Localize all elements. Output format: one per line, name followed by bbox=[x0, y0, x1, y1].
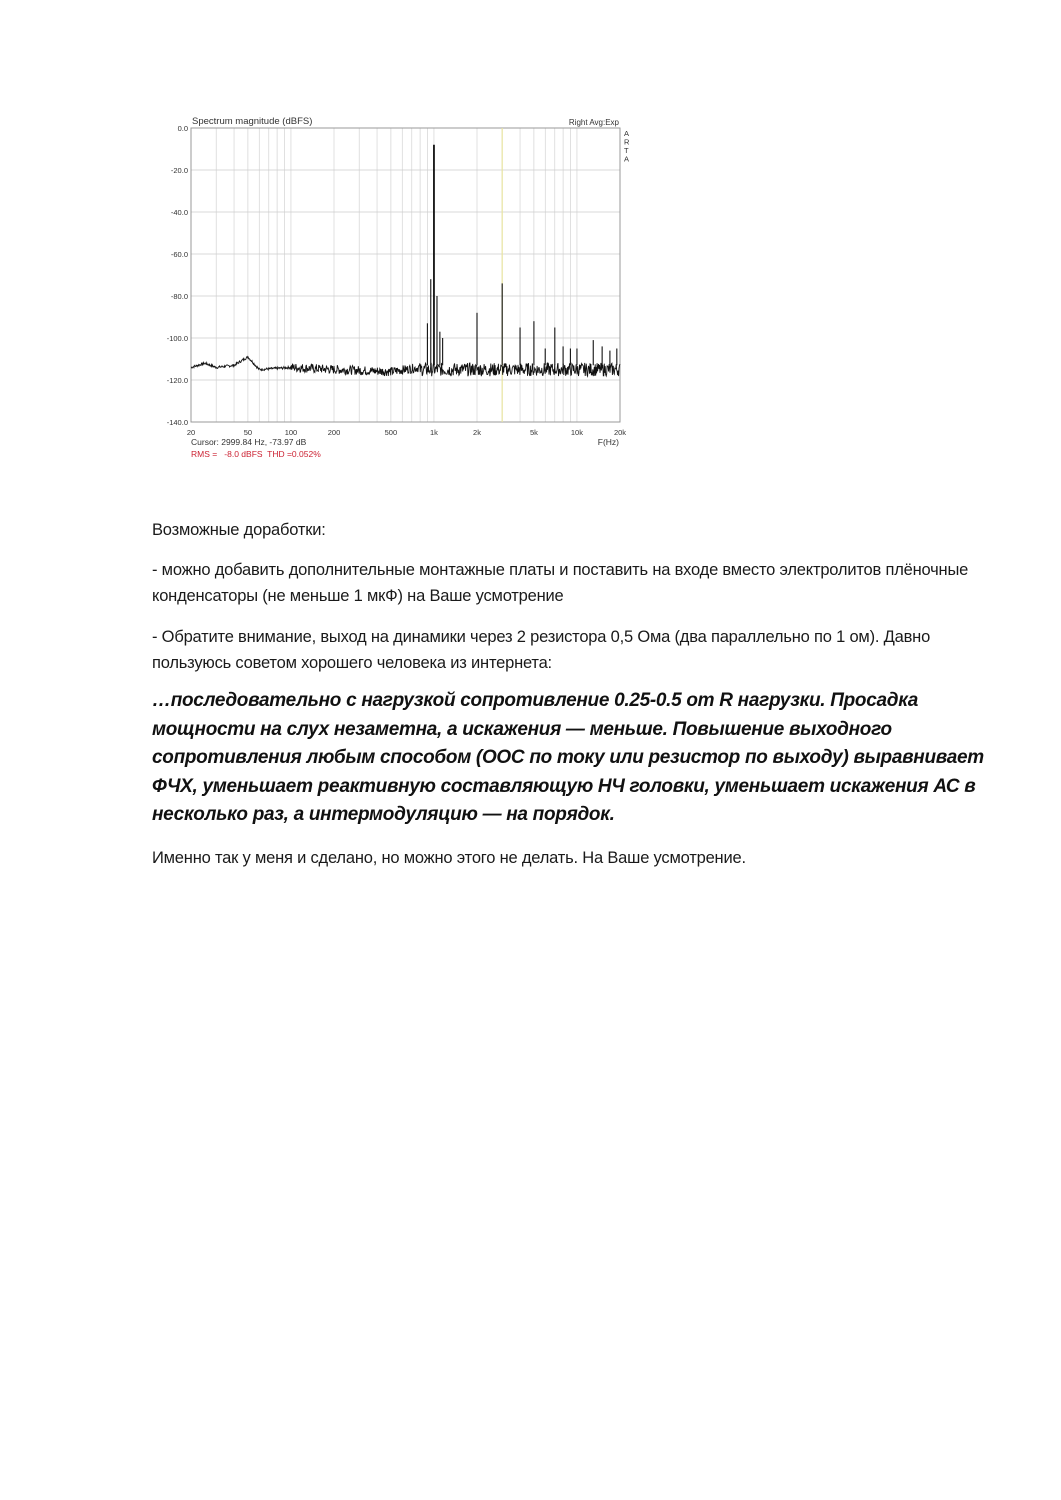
x-tick-label: 20 bbox=[186, 428, 196, 437]
x-tick-label: 50 bbox=[243, 428, 253, 437]
side-letter: A bbox=[624, 154, 630, 164]
y-tick-label: 0.0 bbox=[177, 124, 188, 133]
y-tick-label: -80.0 bbox=[170, 292, 188, 301]
x-tick-label: 500 bbox=[384, 428, 398, 437]
quote-block: …последовательно с нагрузкой сопротивление 0.25-0.5 от R нагрузки. Просадка мощности на слух незаметна, а искажения — меньше. Повышение выходного сопротивления любым способом (ООС по току или резистор по выходу) выравнивает ФЧХ, уменьшает реактивную составляющую НЧ головки, уменьшает искажения АС в несколько раз, а интермодуляцию — на порядок. bbox=[152, 690, 984, 825]
spectrum-chart bbox=[160, 112, 640, 464]
rms-thd-readout: RMS = -8.0 dBFS THD =0.052% bbox=[191, 449, 321, 459]
y-tick-label: -140.0 bbox=[166, 418, 188, 427]
section-heading: Возможные доработки: bbox=[152, 521, 326, 539]
chart-title: Spectrum magnitude (dBFS) bbox=[192, 116, 313, 127]
side-letter: A bbox=[624, 129, 630, 138]
x-tick-label: 5k bbox=[529, 428, 538, 437]
cursor-readout: Cursor: 2999.84 Hz, -73.97 dB bbox=[191, 437, 307, 447]
channel-label: Right Avg:Exp bbox=[568, 118, 619, 127]
side-letter: R bbox=[624, 137, 630, 147]
y-tick-label: -40.0 bbox=[170, 208, 188, 217]
y-tick-label: -60.0 bbox=[170, 250, 188, 259]
paragraph-output-resistors: - Обратите внимание, выход на динамики через 2 резистора 0,5 Ома (два параллельно по 1 ом). Давно пользуюсь советом хорошего человека из интернета: bbox=[152, 628, 931, 672]
y-tick-label: -20.0 bbox=[170, 166, 188, 175]
y-tick-label: -100.0 bbox=[166, 334, 188, 343]
x-axis-title: F(Hz) bbox=[597, 437, 619, 447]
spectrum-plot-svg bbox=[160, 112, 640, 464]
y-tick-label: -120.0 bbox=[166, 376, 188, 385]
x-tick-label: 200 bbox=[327, 428, 341, 437]
x-tick-label: 10k bbox=[570, 428, 583, 437]
x-tick-label: 2k bbox=[473, 428, 481, 437]
x-tick-label: 100 bbox=[284, 428, 298, 437]
paragraph-conclusion: Именно так у меня и сделано, но можно этого не делать. На Ваше усмотрение. bbox=[152, 849, 746, 867]
paragraph-input-capacitors: - можно добавить дополнительные монтажные платы и поставить на входе вместо электролитов плёночные конденсаторы (не меньше 1 мкФ) на Ваше усмотрение bbox=[152, 561, 969, 605]
side-letter: T bbox=[624, 146, 629, 155]
x-tick-label: 1k bbox=[429, 428, 438, 437]
x-tick-label: 20k bbox=[613, 428, 627, 437]
